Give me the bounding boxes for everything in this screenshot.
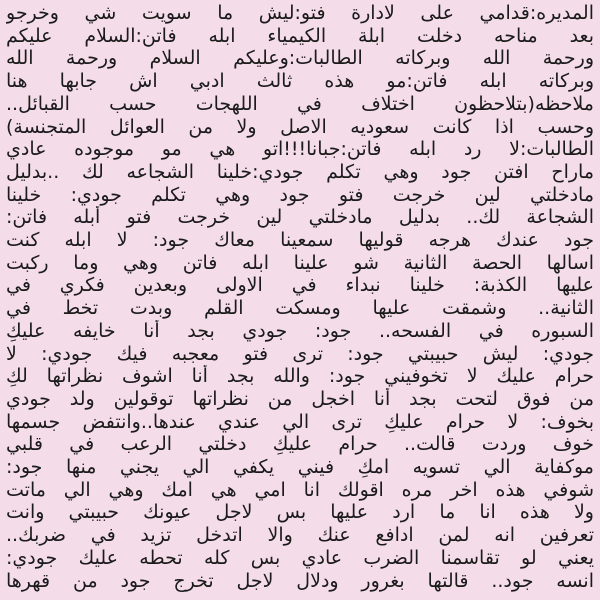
story-line: تعرفين انه لمن ادافع عنك والا اتدخل تزيد في ضربك.. <box>6 524 594 547</box>
story-line: انسه جود.. قالتها بغرور ودلال لاجل تخرج جود من قهرها <box>6 569 594 592</box>
story-line: ماراح افتن جود وهي تكلم جودي:خلينا الشجاعه لك ..بدليل <box>6 160 594 183</box>
story-line: يعني لو تقاسمنا الضرب عادي بس كله تحطه عليك جودي: <box>6 546 594 569</box>
story-line: بعد مناحه دخلت ابلة الكيمياء ابله فاتن:السلام عليكم <box>6 24 594 47</box>
story-line: المديره:قدامي على لادارة فتو:ليش ما سويت شي وخرجو <box>6 2 594 24</box>
story-line: من فوق لتحت بجد أنا اخجل من نظراتها توقولين ولد جودي <box>6 387 594 410</box>
story-line: موكفاية الي تسويه امكِ فيني يكفي الي يجني منها جود: <box>6 456 594 479</box>
story-line: ملاحظه(بتلاحظون اختلاف في اللهجات حسب القبائل.. <box>6 92 594 115</box>
story-line: وحسب اذا كانت سعوديه الاصل ولا من العوائل المتجنسة) <box>6 115 594 138</box>
story-line: السبوره في الفسحه.. جود: جودي بجد أنا خايفه عليكِ <box>6 319 594 342</box>
story-line: مادخلتي لين خرجت فتو جود وهي تكلم جودي: خلينا <box>6 183 594 206</box>
story-text <box>6 2 594 592</box>
story-line: ورحمة الله وبركاته الطالبات:وعليكم السلام ورحمة الله <box>6 47 594 70</box>
story-line: الشجاعة لك.. بدليل مادخلتي لين خرجت فتو أبله فاتن: <box>6 206 594 229</box>
story-line: ولا هذه انا ما ارد عليها بس لاجل عيونك حبيبتي وانت <box>6 501 594 524</box>
story-line: الثانية.. وشمقت عليها ومسكت القلم وبدت تخط في <box>6 297 594 320</box>
story-line: شوفي هذه اخر مره اقولك انا امي هي امك وهي الي ماتت <box>6 478 594 501</box>
story-line: خوف وردت قالت.. حرام عليكِ دخلتي الرعب في قلبي <box>6 433 594 456</box>
story-line: بخوف: لا حرام عليكِ ترى الي عندي عندها..وانتفض جسمها <box>6 410 594 433</box>
story-line: جودي: ليش حبيبتي جود: ترى فتو معجبه فيك جودي: لا <box>6 342 594 365</box>
story-line: جود عندك هرجه قوليها سمعينا معاك جود: لا ابله كنت <box>6 229 594 252</box>
story-line: اسالها الحصة الثانية شو علينا ابله فاتن وهي وما ركبت <box>6 251 594 274</box>
story-line: عليها الكذبة: خلينا نبداء في الاولى وبعدين فكري في <box>6 274 594 297</box>
story-line: حرام عليك لا تخوفيني جود: والله بجد أنا اشوف نظراتها لكِ <box>6 365 594 388</box>
story-line: الطالبات:لا رد ابله فاتن:جبانا!!!اتو هي مو موجوده عادي <box>6 138 594 161</box>
story-line: وبركاته ابله فاتن:مو هذه ثالث ادبي اش جابها هنا <box>6 70 594 93</box>
